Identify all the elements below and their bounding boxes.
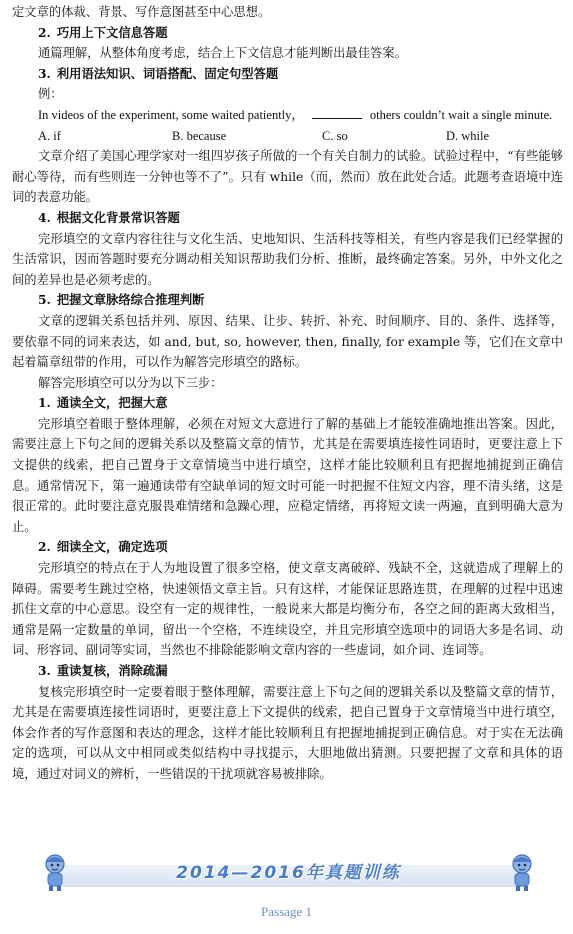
section-heading	[12, 290, 563, 311]
section-heading	[12, 208, 563, 229]
paragraph: 复核完形填空时一定要着眼于整体理解，需要注意上下句之间的逻辑关系以及整篇文章的情节，尤其是在需要填连接性词语时，更要注意上下文提供的线索，把自己置身于文章情境当中进行填空，体会作者的写作意图和表达的理念，这样才能比较顺利且有把握地捕捉到正确信息。对于实在无法确定的选项，可以从文中相同或类似结构中寻找提示，大胆地做出猜测。只要把握了文章和具体的语境，通过对词义的辨析，一些错误的干扰项就容易被排除。	[12, 684, 563, 781]
example-label: 例：	[38, 87, 63, 102]
answer-blank	[312, 106, 362, 119]
paragraph: 完形填空着眼于整体理解，必须在对短文大意进行了解的基础上才能较准确地推出答案。因此，需要注意上下句之间的逻辑关系以及整篇文章的情节，尤其是在需要填连接性词语时，更要注意上下文提供的线索，把自己置身于文章情境当中进行填空，这样才能比较顺利且有把握地捕捉到正确信息。通常情况下，第一遍通读带有空缺单词的短文时可能一时把握不住短文内容，理不清头绪，这是很正常的。此时要注意克服畏难情绪和急躁心理，应稳定情绪，再将短文读一两遍，直到明确大意为止。	[12, 416, 563, 534]
banner-title: 2014—2016年真题训练	[176, 863, 401, 883]
paragraph: 文章的逻辑关系包括并列、原因、结果、让步、转折、补充、时间顺序、目的、条件、选择等，要依靠不同的词来表达，如 and, but, so, however, then, finally, for example 等，它们在文章中起着篇章纽带的作用，可以作为解答完形填空的路标。	[12, 313, 563, 370]
heading-text: 把握文章脉络综合推理判断	[56, 292, 205, 308]
example-part1: In videos of the experiment, some waited patiently，	[38, 107, 304, 122]
example-part2: others couldn’t wait a single minute.	[369, 107, 553, 122]
heading-number: 2.	[38, 24, 51, 40]
section-banner	[40, 852, 537, 894]
answer-options	[12, 126, 563, 147]
step-heading	[12, 661, 563, 682]
step-heading	[12, 393, 563, 414]
heading-text: 通读全文，把握大意	[56, 395, 168, 411]
step-heading	[12, 537, 563, 558]
paragraph: 完形填空的文章内容往往与文化生活、史地知识、生活科技等相关，有些内容是我们已经掌握的生活常识，因而答题时要充分调动相关知识帮助我们分析、推断，最终确定答案。另外，中外文化之间的差异也是必须考虑的。	[12, 231, 563, 287]
paragraph: 完形填空的特点在于人为地设置了很多空格，使文章支离破碎、残缺不全，这就造成了理解上的障碍。需要考生跳过空格，快速领悟文章主旨。只有这样，才能保证思路连贯，在理解的过程中迅速抓住文章的中心意思。设空有一定的规律性，一般说来大都是均衡分布，各空之间的距离大致相当，通常是隔一定数量的单词，留出一个空格，不连续设空，并且完形填空选项中的词语大多是名词、动词、形容词、副词等实词，当然也不排除能影响文章内容的一些虚词，如介词、连词等。	[12, 561, 563, 658]
heading-number: 1.	[38, 395, 51, 411]
heading-number: 3.	[38, 663, 51, 678]
section-heading	[12, 23, 563, 44]
option-a: A. if	[38, 128, 61, 143]
heading-number: 4.	[38, 209, 51, 225]
heading-number: 5.	[38, 292, 51, 308]
heading-number: 3.	[38, 65, 51, 81]
heading-text: 重读复核，消除疏漏	[56, 663, 168, 678]
example-sentence	[12, 105, 563, 126]
section-heading	[12, 64, 563, 85]
heading-text: 利用语法知识、词语搭配、固定句型答题	[56, 65, 279, 81]
heading-text: 巧用上下文信息答题	[56, 24, 168, 40]
option-b: B. because	[172, 128, 227, 143]
paragraph: 文章介绍了美国心理学家对一组四岁孩子所做的一个有关自制力的试验。试验过程中，“有些能够耐心等待，而有些则连一分钟也等不了”。只有 while（而，然而）放在此处合适。此题考查语境中连词的表意功能。	[12, 149, 563, 205]
paragraph: 定文章的体裁、背景、写作意图甚至中心思想。	[12, 5, 271, 19]
paragraph: 通篇理解，从整体角度考虑，结合上下文信息才能判断出最佳答案。	[38, 46, 407, 61]
heading-text: 根据文化背景常识答题	[56, 209, 180, 225]
option-d: D. while	[446, 128, 490, 143]
heading-number: 2.	[38, 539, 51, 555]
paragraph: 解答完形填空可以分为以下三步：	[38, 375, 223, 390]
option-c: C. so	[322, 128, 348, 143]
passage-label: Passage 1	[261, 904, 312, 919]
heading-text: 细读全文，确定选项	[56, 539, 168, 555]
